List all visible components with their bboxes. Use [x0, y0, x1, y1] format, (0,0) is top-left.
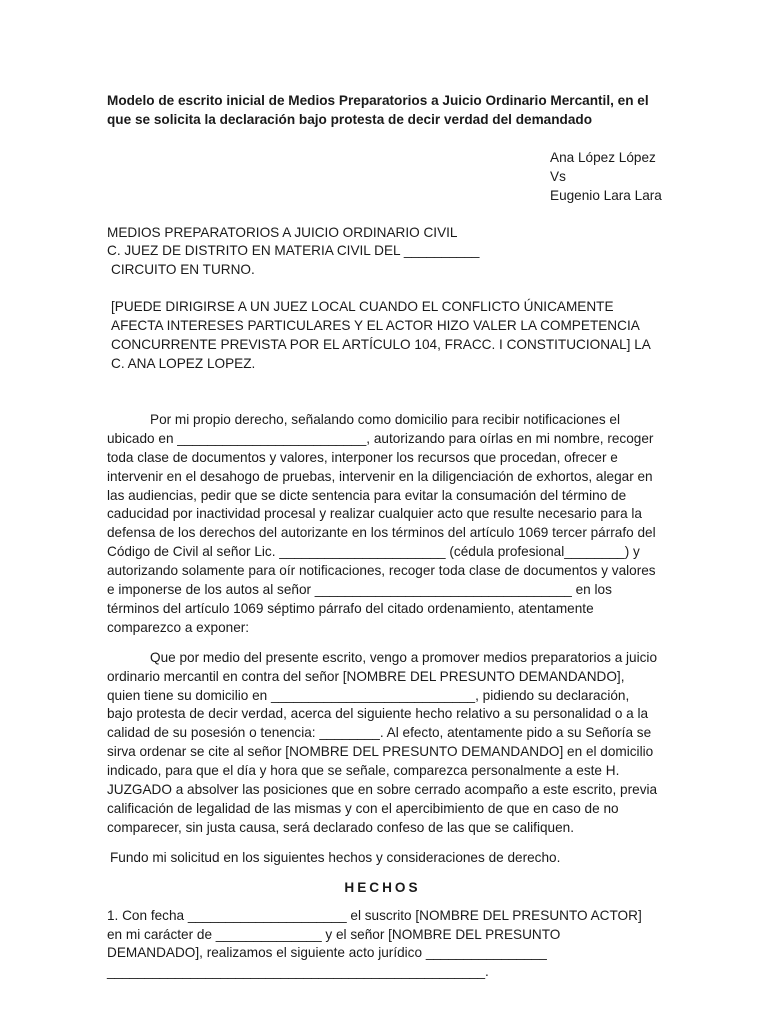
paragraph-1: Por mi propio derecho, señalando como domicilio para recibir notificaciones el ubicado en _________________________, autorizando para oírlas en mi nombre, recoger toda clase de documentos y valores, interponer los recursos que procedan, ofrecer e intervenir en el desahogo de pruebas, intervenir en la diligenciación de exhortos, alegar en las audiencias, pedir que se dicte sentencia para evitar la consumación del término de caducidad por inactividad procesal y realizar cualquier acto que resulte necesario para la defensa de los derechos del autorizante en los términos del artículo 1069 tercer párrafo del Código de Civil al señor Lic. ______________________ (cédula profesional________) y autorizando solamente para oír notificaciones, recoger toda clase de documentos y valores e imponerse de los autos al señor __________________________________ en los términos del artículo 1069 séptimo párrafo del citado ordenamiento, atentamente comparezco a exponer: — [107, 411, 656, 635]
parties-block — [550, 149, 662, 206]
versus-label: Vs — [550, 168, 566, 184]
plaintiff-name: Ana López López — [550, 149, 656, 165]
hecho-1: 1. Con fecha _____________________ el suscrito [NOMBRE DEL PRESUNTO ACTOR] en mi carácter de ______________ y el señor [NOMBRE DEL PRESUNTO DEMANDADO], realizamos el siguiente acto jurídico ________________ __________________________________________________. — [107, 907, 642, 980]
court-header — [107, 224, 658, 281]
paragraph-2: Que por medio del presente escrito, vengo a promover medios preparatorios a juicio ordinario mercantil en contra del señor [NOMBRE DEL PRESUNTO DEMANDANDO], quien tiene su domicilio en ___________________________, pidiendo su declaración, bajo protesta de decir verdad, acerca del siguiente hecho relativo a su personalidad o a la calidad de su posesión o tenencia: ________. Al efecto, atentamente pido a su Señoría se sirva ordenar se cite al señor [NOMBRE DEL PRESUNTO DEMANDANDO] en el domicilio indicado, para que el día y hora que se señale, comparezca personalmente a este H. JUZGADO a absolver las posiciones que en sobre cerrado acompaño a este escrito, previa calificación de legalidad de las mismas y con el apercibimiento de que en caso de no comparecer, sin justa causa, será declarado confeso de las que se califiquen. — [107, 649, 658, 835]
fundo-line: Fundo mi solicitud en los siguientes hechos y consideraciones de derecho. — [110, 849, 561, 865]
hechos-heading: HECHOS — [344, 879, 421, 895]
jurisdiction-note: [PUEDE DIRIGIRSE A UN JUEZ LOCAL CUANDO EL CONFLICTO ÚNICAMENTE AFECTA INTERESES PARTICULARES Y EL ACTOR HIZO VALER LA COMPETENCIA CONCURRENTE PREVISTA POR EL ARTÍCULO 104, FRACC. I CONSTITUCIONAL] LA C. ANA LOPEZ LOPEZ. — [111, 299, 651, 371]
court-line-2: C. JUEZ DE DISTRITO EN MATERIA CIVIL DEL __________ — [107, 243, 480, 259]
court-line-1: MEDIOS PREPARATORIOS A JUICIO ORDINARIO CIVIL — [107, 224, 458, 240]
defendant-name: Eugenio Lara Lara — [550, 187, 662, 203]
document-title: Modelo de escrito inicial de Medios Preparatorios a Juicio Ordinario Mercantil, en el que se solicita la declaración bajo protesta de decir verdad del demandado — [107, 93, 649, 127]
court-line-3: CIRCUITO EN TURNO. — [111, 262, 255, 278]
